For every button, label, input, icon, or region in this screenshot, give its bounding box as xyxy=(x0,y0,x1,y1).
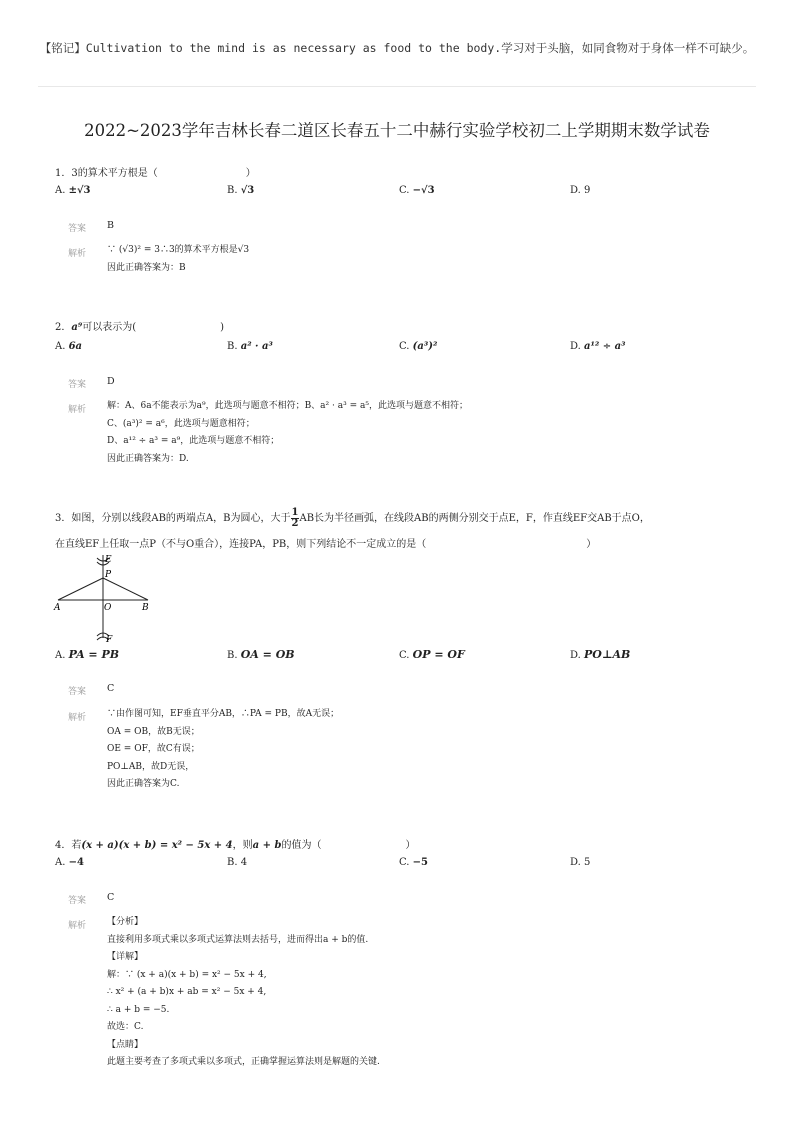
answer-label: 答案 xyxy=(68,896,87,906)
question-4-option-c[interactable]: C. −5 xyxy=(399,857,429,868)
answer-label: 答案 xyxy=(68,687,87,697)
answer-label: 答案 xyxy=(68,224,87,234)
question-3-option-c[interactable]: C. OP = OF xyxy=(399,648,465,661)
question-2-option-c[interactable]: C. (a³)² xyxy=(399,341,438,352)
analysis-label: 解析 xyxy=(68,405,87,415)
question-4-option-d[interactable]: D. 5 xyxy=(570,857,591,868)
question-1-analysis: ∵ (√3)² = 3∴3的算术平方根是√3 因此正确答案为：B xyxy=(107,245,250,273)
question-1-option-a[interactable]: A. ±√3 xyxy=(55,185,91,196)
analysis-label: 解析 xyxy=(68,921,87,931)
question-2-stem: 2．a⁹可以表示为( ) xyxy=(55,322,225,333)
question-2-analysis: 解：A、6a不能表示为a⁹，此选项与题意不相符；B、a² · a³ = a⁵，此选项与题意不相符； C、(a³)² = a⁶，此选项与题意相符； D、a¹² ÷ a³ = a⁹，此选项与题意不相符； 因此正确答案为：D. xyxy=(107,401,468,464)
question-4-analysis: 【分析】 直接利用多项式乘以多项式运算法则去括号，进而得出a + b的值. 【详解】 解：∵ (x + a)(x + b) = x² − 5x + 4, ∴ x² + (a + b)x + ab = x² − 5x + 4, ∴ a + b = −5. 故选：C. 【点睛】 此题主要考查了多项式乘以多项式，正确掌握运算法则是解题的关键. xyxy=(107,917,380,1067)
label-e: E xyxy=(105,555,112,565)
question-1-option-b[interactable]: B. √3 xyxy=(227,185,255,196)
question-4-answer: C xyxy=(107,892,115,903)
question-2-option-b[interactable]: B. a² · a³ xyxy=(227,341,273,352)
fraction-one-half: $\frac{1}{2}$ xyxy=(291,507,299,529)
label-o: O xyxy=(104,603,112,613)
question-4-option-b[interactable]: B. 4 xyxy=(227,857,248,868)
question-3-stem: 3．如图，分别以线段AB的两端点A，B为圆心，大于 $\frac{1}{2}$ AB长为半径画弧，在线段AB的两侧分别交于点E，F，作直线EF交AB于点O， 在直线EF上任取一点P（不与O重合），连接PA，PB，则下列结论不一定成立的是（ ） xyxy=(55,507,650,550)
divider xyxy=(38,86,756,87)
answer-label: 答案 xyxy=(68,380,87,390)
question-3-option-b[interactable]: B. OA = OB xyxy=(227,648,295,661)
question-3-option-d[interactable]: D. PO⊥AB xyxy=(570,648,631,661)
label-f: F xyxy=(106,635,113,645)
label-a: A xyxy=(54,603,61,613)
question-1-stem: 1．3的算术平方根是（ ） xyxy=(55,168,256,179)
question-2-answer: D xyxy=(107,376,115,387)
question-3-option-a[interactable]: A. PA = PB xyxy=(55,648,120,661)
analysis-label: 解析 xyxy=(68,713,87,723)
label-b: B xyxy=(142,603,149,613)
question-1-option-d[interactable]: D. 9 xyxy=(570,185,591,196)
question-1-option-c[interactable]: C. −√3 xyxy=(399,185,435,196)
question-4-option-a[interactable]: A. −4 xyxy=(55,857,84,868)
page-title: 2022~2023学年吉林长春二道区长春五十二中赫行实验学校初二上学期期末数学试卷 xyxy=(84,121,710,140)
label-p: P xyxy=(105,570,112,580)
segment-pb xyxy=(103,578,148,600)
question-1-answer: B xyxy=(107,220,114,231)
perpendicular-bisector-figure xyxy=(50,552,160,647)
segment-pa xyxy=(58,578,103,600)
question-3-answer: C xyxy=(107,683,115,694)
analysis-label: 解析 xyxy=(68,249,87,259)
question-2-option-d[interactable]: D. a¹² ÷ a³ xyxy=(570,341,626,352)
question-2-option-a[interactable]: A. 6a xyxy=(55,341,83,352)
motto: 【铭记】Cultivation to the mind is as necessary as food to the body.学习对于头脑，如同食物对于身体一样不可缺少。 xyxy=(39,41,755,55)
question-3-analysis: ∵由作图可知，EF垂直平分AB，∴PA = PB，故A无误； OA = OB，故B无误； OE = OF，故C有误； PO⊥AB，故D无误， 因此正确答案为C. xyxy=(107,709,340,789)
question-4-stem: 4．若(x + a)(x + b) = x² − 5x + 4，则a + b的值为（ ） xyxy=(55,840,416,851)
